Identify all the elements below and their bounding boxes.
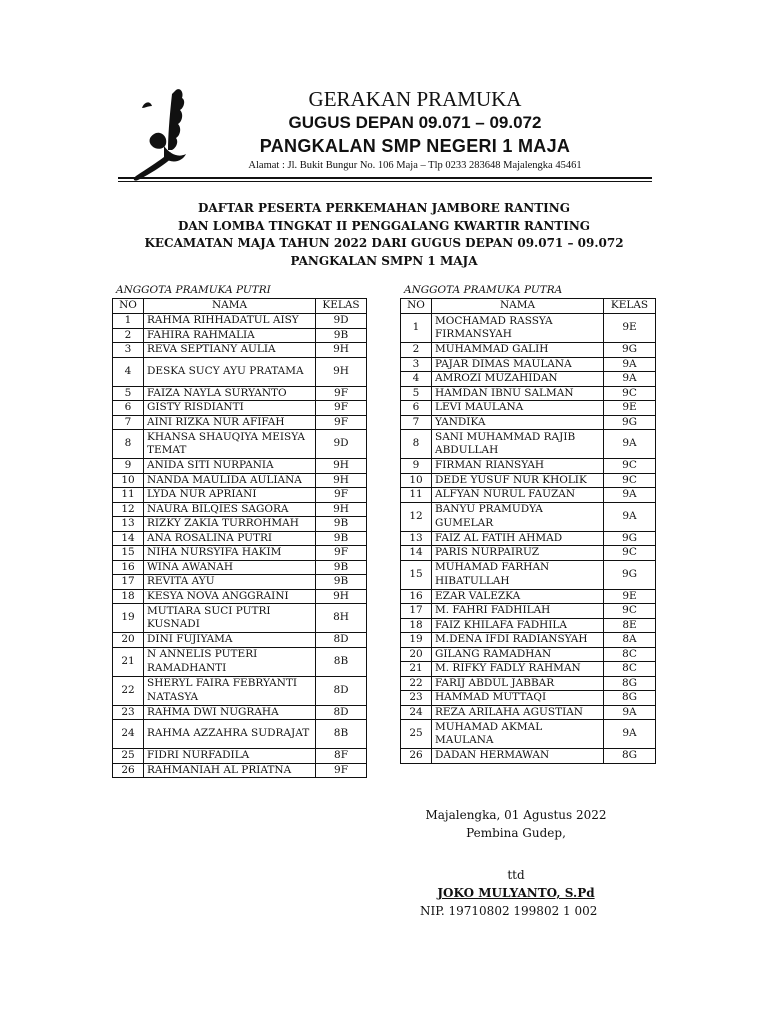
row-nama: MUTIARA SUCI PUTRI KUSNADI (144, 604, 316, 633)
row-nama: DINI FUJIYAMA (144, 633, 316, 648)
row-no: 22 (113, 676, 144, 705)
table-row (113, 720, 367, 749)
table-row (113, 749, 367, 764)
table-row (113, 357, 367, 386)
row-nama: MUHAMAD AKMAL MAULANA (432, 720, 604, 749)
row-nama: WINA AWANAH (144, 560, 316, 575)
row-kelas: 9D (316, 314, 367, 329)
header-nama: NAMA (432, 299, 604, 314)
row-nama: RIZKY ZAKIA TURROHMAH (144, 517, 316, 532)
table-row (401, 546, 656, 561)
row-no: 2 (113, 328, 144, 343)
row-kelas: 8G (604, 749, 656, 764)
table-row (113, 459, 367, 474)
table-row (401, 357, 656, 372)
header-kelas: KELAS (604, 299, 656, 314)
row-nama: FAIZ KHILAFA FADHILA (432, 618, 604, 633)
row-nama: RAHMANIAH AL PRIATNA (144, 763, 316, 778)
row-nama: HAMMAD MUTTAQI (432, 691, 604, 706)
row-no: 6 (113, 401, 144, 416)
row-kelas: 8G (604, 676, 656, 691)
table-row (113, 328, 367, 343)
row-no: 26 (113, 763, 144, 778)
row-no: 6 (401, 401, 432, 416)
ttd-mark: ttd (507, 868, 525, 882)
row-kelas: 8C (604, 662, 656, 677)
row-no: 5 (113, 386, 144, 401)
row-kelas: 9A (604, 705, 656, 720)
table-row (113, 604, 367, 633)
row-nama: REVITA AYU (144, 575, 316, 590)
table-row (113, 705, 367, 720)
row-no: 9 (113, 459, 144, 474)
row-nama: RAHMA RIHHADATUL AISY (144, 314, 316, 329)
row-no: 22 (401, 676, 432, 691)
table-row (401, 473, 656, 488)
row-kelas: 9F (316, 386, 367, 401)
table-row (113, 401, 367, 416)
row-no: 18 (401, 618, 432, 633)
row-no: 16 (113, 560, 144, 575)
table-putra (400, 298, 656, 764)
letterhead-rule (118, 177, 652, 179)
row-kelas: 8C (604, 647, 656, 662)
table-row (401, 386, 656, 401)
row-kelas: 9G (604, 531, 656, 546)
row-nama: DADAN HERMAWAN (432, 749, 604, 764)
table-row (113, 502, 367, 517)
row-kelas: 9A (604, 720, 656, 749)
row-kelas: 9F (316, 415, 367, 430)
row-kelas: 9F (316, 763, 367, 778)
row-no: 13 (401, 531, 432, 546)
row-no: 15 (113, 546, 144, 561)
table-row (113, 763, 367, 778)
table-row (401, 705, 656, 720)
row-no: 3 (401, 357, 432, 372)
title-line: KECAMATAN MAJA TAHUN 2022 DARI GUGUS DEPAN 09.071 – 09.072 (144, 236, 624, 250)
row-nama: M.DENA IFDI RADIANSYAH (432, 633, 604, 648)
row-nama: DEDE YUSUF NUR KHOLIK (432, 473, 604, 488)
row-no: 10 (113, 473, 144, 488)
row-no: 4 (401, 372, 432, 387)
header-nama: NAMA (144, 299, 316, 314)
table-row (113, 473, 367, 488)
row-no: 24 (113, 720, 144, 749)
table-row (113, 676, 367, 705)
row-no: 3 (113, 343, 144, 358)
row-no: 1 (401, 314, 432, 343)
table-row (113, 488, 367, 503)
table-row (401, 633, 656, 648)
row-no: 10 (401, 473, 432, 488)
row-no: 12 (113, 502, 144, 517)
row-nama: FIRMAN RIANSYAH (432, 459, 604, 474)
row-kelas: 9H (316, 473, 367, 488)
row-kelas: 9E (604, 401, 656, 416)
row-nama: M. RIFKY FADLY RAHMAN (432, 662, 604, 677)
row-no: 8 (113, 430, 144, 459)
row-kelas: 9H (316, 589, 367, 604)
title-line: DAN LOMBA TINGKAT II PENGGALANG KWARTIR RANTING (177, 218, 591, 233)
table-row (113, 314, 367, 329)
row-nama: GILANG RAMADHAN (432, 647, 604, 662)
row-no: 21 (401, 662, 432, 677)
row-no: 14 (113, 531, 144, 546)
row-nama: FAIZA NAYLA SURYANTO (144, 386, 316, 401)
row-nama: NAURA BILQIES SAGORA (144, 502, 316, 517)
row-nama: EZAR VALEZKA (432, 589, 604, 604)
row-kelas: 9G (604, 343, 656, 358)
row-kelas: 8G (604, 691, 656, 706)
title-line: PANGKALAN SMPN 1 MAJA (290, 253, 478, 268)
row-no: 2 (401, 343, 432, 358)
table-row (401, 502, 656, 531)
table-row (401, 618, 656, 633)
row-kelas: 9C (604, 546, 656, 561)
table-row (113, 531, 367, 546)
signer-name: JOKO MULYANTO, S.Pd (437, 886, 595, 900)
table-row (401, 662, 656, 677)
table-putri (112, 298, 367, 778)
row-nama: AMROZI MUZAHIDAN (432, 372, 604, 387)
row-no: 19 (401, 633, 432, 648)
table-row (401, 531, 656, 546)
row-nama: NIHA NURSYIFA HAKIM (144, 546, 316, 561)
table-row (401, 749, 656, 764)
row-nama: REZA ARILAHA AGUSTIAN (432, 705, 604, 720)
row-nama: MUHAMMAD GALIH (432, 343, 604, 358)
table-row (401, 430, 656, 459)
row-kelas: 8B (316, 720, 367, 749)
row-kelas: 9B (316, 575, 367, 590)
row-no: 26 (401, 749, 432, 764)
row-nama: N ANNELIS PUTERI RAMADHANTI (144, 647, 316, 676)
row-kelas: 8E (604, 618, 656, 633)
row-nama: YANDIKA (432, 415, 604, 430)
row-kelas: 9B (316, 328, 367, 343)
org-name: GERAKAN PRAMUKA (308, 87, 522, 111)
row-nama: RAHMA DWI NUGRAHA (144, 705, 316, 720)
row-nama: FARIJ ABDUL JABBAR (432, 676, 604, 691)
row-kelas: 9F (316, 401, 367, 416)
table-row (401, 459, 656, 474)
table-row (401, 343, 656, 358)
table-row (401, 676, 656, 691)
address: Alamat : Jl. Bukit Bungur No. 106 Maja – Tlp 0233 283648 Majalengka 45461 (248, 160, 582, 171)
table-row (401, 488, 656, 503)
table-row (401, 401, 656, 416)
table-row (401, 604, 656, 619)
table-row (113, 575, 367, 590)
table-row (401, 647, 656, 662)
row-nama: REVA SEPTIANY AULIA (144, 343, 316, 358)
gugus-depan: GUGUS DEPAN 09.071 – 09.072 (288, 113, 542, 132)
row-no: 23 (113, 705, 144, 720)
row-no: 14 (401, 546, 432, 561)
row-kelas: 8H (316, 604, 367, 633)
row-nama: LYDA NUR APRIANI (144, 488, 316, 503)
document-title (110, 200, 658, 270)
school-name: PANGKALAN SMP NEGERI 1 MAJA (259, 136, 571, 156)
row-nama: FAHIRA RAHMALIA (144, 328, 316, 343)
row-nama: LEVI MAULANA (432, 401, 604, 416)
row-nama: ALFYAN NURUL FAUZAN (432, 488, 604, 503)
row-no: 1 (113, 314, 144, 329)
row-nama: GISTY RISDIANTI (144, 401, 316, 416)
table-row (113, 589, 367, 604)
table-row (113, 560, 367, 575)
row-no: 20 (113, 633, 144, 648)
row-no: 11 (401, 488, 432, 503)
row-kelas: 9A (604, 502, 656, 531)
row-nama: FAIZ AL FATIH AHMAD (432, 531, 604, 546)
row-no: 25 (113, 749, 144, 764)
row-nama: BANYU PRAMUDYA GUMELAR (432, 502, 604, 531)
row-kelas: 8D (316, 633, 367, 648)
row-no: 9 (401, 459, 432, 474)
table-row (401, 372, 656, 387)
letterhead-rule-thin (118, 181, 652, 182)
row-kelas: 9A (604, 488, 656, 503)
row-nama: AINI RIZKA NUR AFIFAH (144, 415, 316, 430)
row-no: 4 (113, 357, 144, 386)
row-no: 17 (401, 604, 432, 619)
row-kelas: 9C (604, 604, 656, 619)
row-kelas: 9C (604, 386, 656, 401)
row-kelas: 9F (316, 546, 367, 561)
row-kelas: 9G (604, 560, 656, 589)
row-kelas: 8D (316, 705, 367, 720)
row-nama: FIDRI NURFADILA (144, 749, 316, 764)
row-nama: DESKA SUCY AYU PRATAMA (144, 357, 316, 386)
row-nama: MOCHAMAD RASSYA FIRMANSYAH (432, 314, 604, 343)
row-no: 18 (113, 589, 144, 604)
row-nama: KESYA NOVA ANGGRAINI (144, 589, 316, 604)
row-kelas: 9A (604, 372, 656, 387)
table-row (113, 415, 367, 430)
row-nama: RAHMA AZZAHRA SUDRAJAT (144, 720, 316, 749)
row-no: 23 (401, 691, 432, 706)
row-kelas: 9H (316, 357, 367, 386)
table-row (113, 546, 367, 561)
row-nama: SANI MUHAMMAD RAJIB ABDULLAH (432, 430, 604, 459)
table-row (401, 589, 656, 604)
row-no: 5 (401, 386, 432, 401)
row-nama: ANIDA SITI NURPANIA (144, 459, 316, 474)
caption-putri: ANGGOTA PRAMUKA PUTRI (116, 284, 271, 296)
header-kelas: KELAS (316, 299, 367, 314)
row-kelas: 9D (316, 430, 367, 459)
row-no: 12 (401, 502, 432, 531)
row-kelas: 9A (604, 357, 656, 372)
table-row (401, 560, 656, 589)
row-no: 7 (401, 415, 432, 430)
row-kelas: 9C (604, 459, 656, 474)
row-no: 24 (401, 705, 432, 720)
letterhead (205, 86, 625, 174)
row-kelas: 8A (604, 633, 656, 648)
row-nama: ANA ROSALINA PUTRI (144, 531, 316, 546)
row-no: 15 (401, 560, 432, 589)
table-row (401, 691, 656, 706)
table-row (401, 720, 656, 749)
title-line: DAFTAR PESERTA PERKEMAHAN JAMBORE RANTING (198, 201, 570, 215)
row-no: 21 (113, 647, 144, 676)
row-kelas: 9E (604, 589, 656, 604)
table-row (401, 314, 656, 343)
table-row (113, 343, 367, 358)
row-kelas: 9H (316, 502, 367, 517)
row-kelas: 9C (604, 473, 656, 488)
row-nama: M. FAHRI FADHILAH (432, 604, 604, 619)
row-nama: KHANSA SHAUQIYA MEISYA TEMAT (144, 430, 316, 459)
table-row (401, 415, 656, 430)
row-nama: SHERYL FAIRA FEBRYANTI NATASYA (144, 676, 316, 705)
row-kelas: 9B (316, 531, 367, 546)
table-row (113, 517, 367, 532)
row-nama: PAJAR DIMAS MAULANA (432, 357, 604, 372)
row-kelas: 9A (604, 430, 656, 459)
table-row (113, 647, 367, 676)
row-kelas: 9G (604, 415, 656, 430)
row-no: 17 (113, 575, 144, 590)
table-row (113, 633, 367, 648)
signature-block (420, 806, 612, 920)
header-no: NO (401, 299, 432, 314)
table-row (113, 430, 367, 459)
table-row (113, 386, 367, 401)
row-kelas: 8F (316, 749, 367, 764)
row-no: 13 (113, 517, 144, 532)
row-no: 16 (401, 589, 432, 604)
row-kelas: 9E (604, 314, 656, 343)
row-no: 25 (401, 720, 432, 749)
row-nama: NANDA MAULIDA AULIANA (144, 473, 316, 488)
signer-nip: NIP. 19710802 199802 1 002 (420, 904, 598, 918)
row-kelas: 9H (316, 343, 367, 358)
row-kelas: 9B (316, 560, 367, 575)
row-no: 7 (113, 415, 144, 430)
signer-role: Pembina Gudep, (466, 826, 566, 840)
row-no: 19 (113, 604, 144, 633)
tunas-kelapa-icon (124, 84, 194, 184)
caption-putra: ANGGOTA PRAMUKA PUTRA (404, 284, 563, 296)
place-date: Majalengka, 01 Agustus 2022 (425, 808, 607, 822)
row-no: 20 (401, 647, 432, 662)
row-no: 8 (401, 430, 432, 459)
row-kelas: 8B (316, 647, 367, 676)
row-nama: PARIS NURPAIRUZ (432, 546, 604, 561)
row-kelas: 9F (316, 488, 367, 503)
row-nama: HAMDAN IBNU SALMAN (432, 386, 604, 401)
row-kelas: 8D (316, 676, 367, 705)
row-kelas: 9B (316, 517, 367, 532)
row-kelas: 9H (316, 459, 367, 474)
header-no: NO (113, 299, 144, 314)
row-no: 11 (113, 488, 144, 503)
row-nama: MUHAMAD FARHAN HIBATULLAH (432, 560, 604, 589)
